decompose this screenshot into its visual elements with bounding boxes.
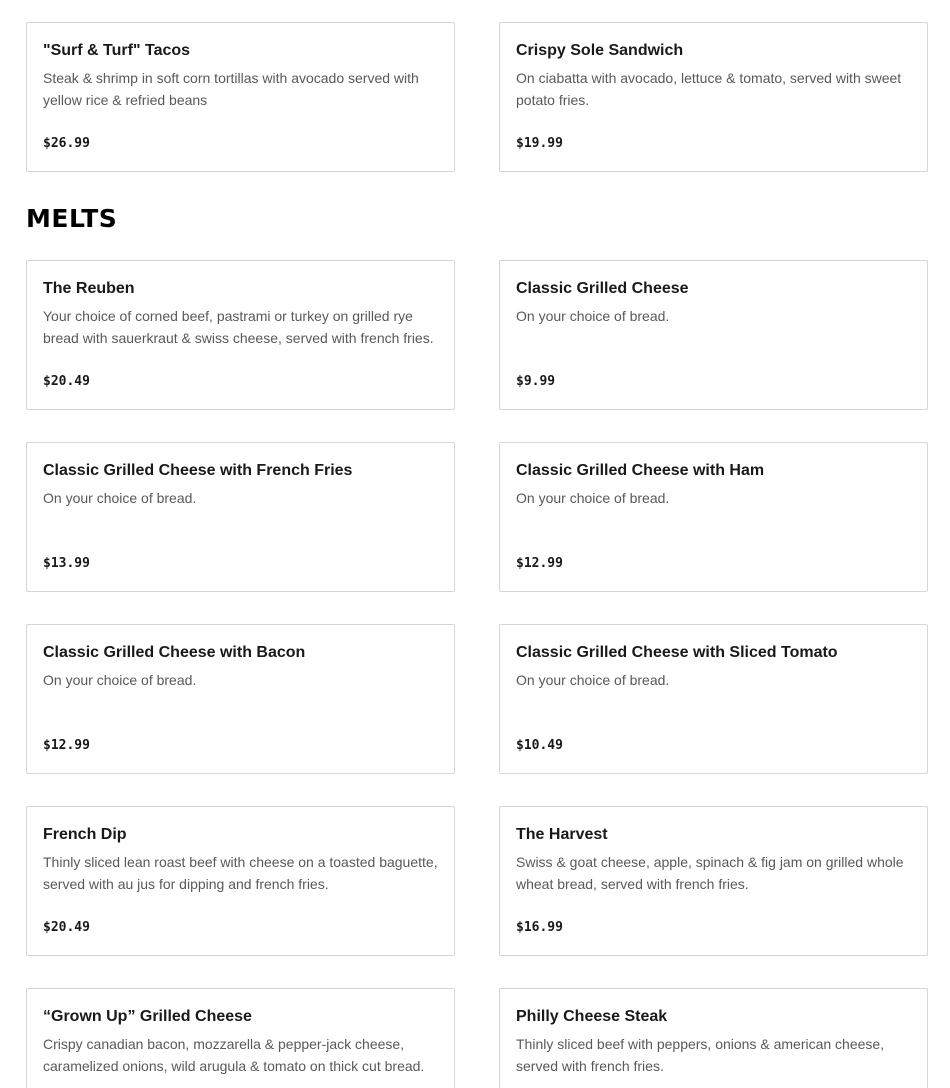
- menu-item-title: Classic Grilled Cheese: [516, 280, 689, 297]
- menu-item-title: Classic Grilled Cheese with Bacon: [43, 644, 306, 661]
- menu-item-price: $26.99: [43, 136, 90, 151]
- menu-item-card[interactable]: [26, 624, 455, 774]
- menu-item-description: Crispy canadian bacon, mozzarella & pepper-jack cheese, caramelized onions, wild arugula & tomato on thick cut bread.: [43, 1036, 425, 1074]
- menu-item-title: Classic Grilled Cheese with Sliced Tomato: [516, 644, 838, 661]
- menu-item-price: $9.99: [516, 374, 556, 389]
- menu-item-title: Classic Grilled Cheese with French Fries: [43, 462, 353, 479]
- menu-item-title: “Grown Up” Grilled Cheese: [43, 1008, 252, 1025]
- menu-item-card[interactable]: [26, 988, 455, 1088]
- menu-item-description: On your choice of bread.: [43, 490, 197, 506]
- menu-item-title: Classic Grilled Cheese with Ham: [516, 462, 765, 479]
- menu-item-card[interactable]: [26, 806, 455, 956]
- menu-item-description: On your choice of bread.: [516, 672, 670, 688]
- menu-item-price: $12.99: [516, 556, 563, 571]
- section-heading-melts: MELTS: [26, 204, 118, 233]
- menu-item-description: Steak & shrimp in soft corn tortillas with avocado served with yellow rice & refried beans: [43, 70, 419, 108]
- menu-item-title: French Dip: [43, 826, 127, 843]
- menu-item-price: $10.49: [516, 738, 563, 753]
- menu-item-price: $16.99: [516, 920, 563, 935]
- menu-item-title: The Reuben: [43, 280, 135, 297]
- menu-item-title: Crispy Sole Sandwich: [516, 42, 684, 59]
- menu-item-description: Your choice of corned beef, pastrami or turkey on grilled rye bread with sauerkraut & swiss cheese, served with french fries.: [43, 308, 434, 346]
- menu-item-title: The Harvest: [516, 826, 608, 843]
- menu-item-card[interactable]: [499, 806, 928, 956]
- menu-item-price: $13.99: [43, 556, 90, 571]
- menu-item-card[interactable]: [499, 260, 928, 410]
- menu-item-card[interactable]: [26, 22, 455, 172]
- menu-item-card[interactable]: [499, 988, 928, 1088]
- menu-item-price: $20.49: [43, 920, 90, 935]
- menu-item-description: Thinly sliced lean roast beef with cheese on a toasted baguette, served with au jus for dipping and french fries.: [43, 854, 438, 892]
- menu-item-price: $19.99: [516, 136, 563, 151]
- menu-item-description: On your choice of bread.: [516, 308, 670, 324]
- menu-item-price: $12.99: [43, 738, 90, 753]
- menu-item-description: On ciabatta with avocado, lettuce & tomato, served with sweet potato fries.: [516, 70, 902, 108]
- menu-item-description: On your choice of bread.: [43, 672, 197, 688]
- menu-item-description: Thinly sliced beef with peppers, onions & american cheese, served with french fries.: [516, 1036, 885, 1074]
- menu-item-card[interactable]: [499, 442, 928, 592]
- menu-item-card[interactable]: [499, 22, 928, 172]
- menu-item-title: "Surf & Turf" Tacos: [43, 42, 191, 59]
- menu-item-description: On your choice of bread.: [516, 490, 670, 506]
- menu-item-description: Swiss & goat cheese, apple, spinach & fig jam on grilled whole wheat bread, served with french fries.: [516, 854, 904, 892]
- menu-item-price: $20.49: [43, 374, 90, 389]
- menu-item-card[interactable]: [26, 260, 455, 410]
- menu-item-title: Philly Cheese Steak: [516, 1008, 668, 1025]
- menu-item-card[interactable]: [26, 442, 455, 592]
- menu-item-card[interactable]: [499, 624, 928, 774]
